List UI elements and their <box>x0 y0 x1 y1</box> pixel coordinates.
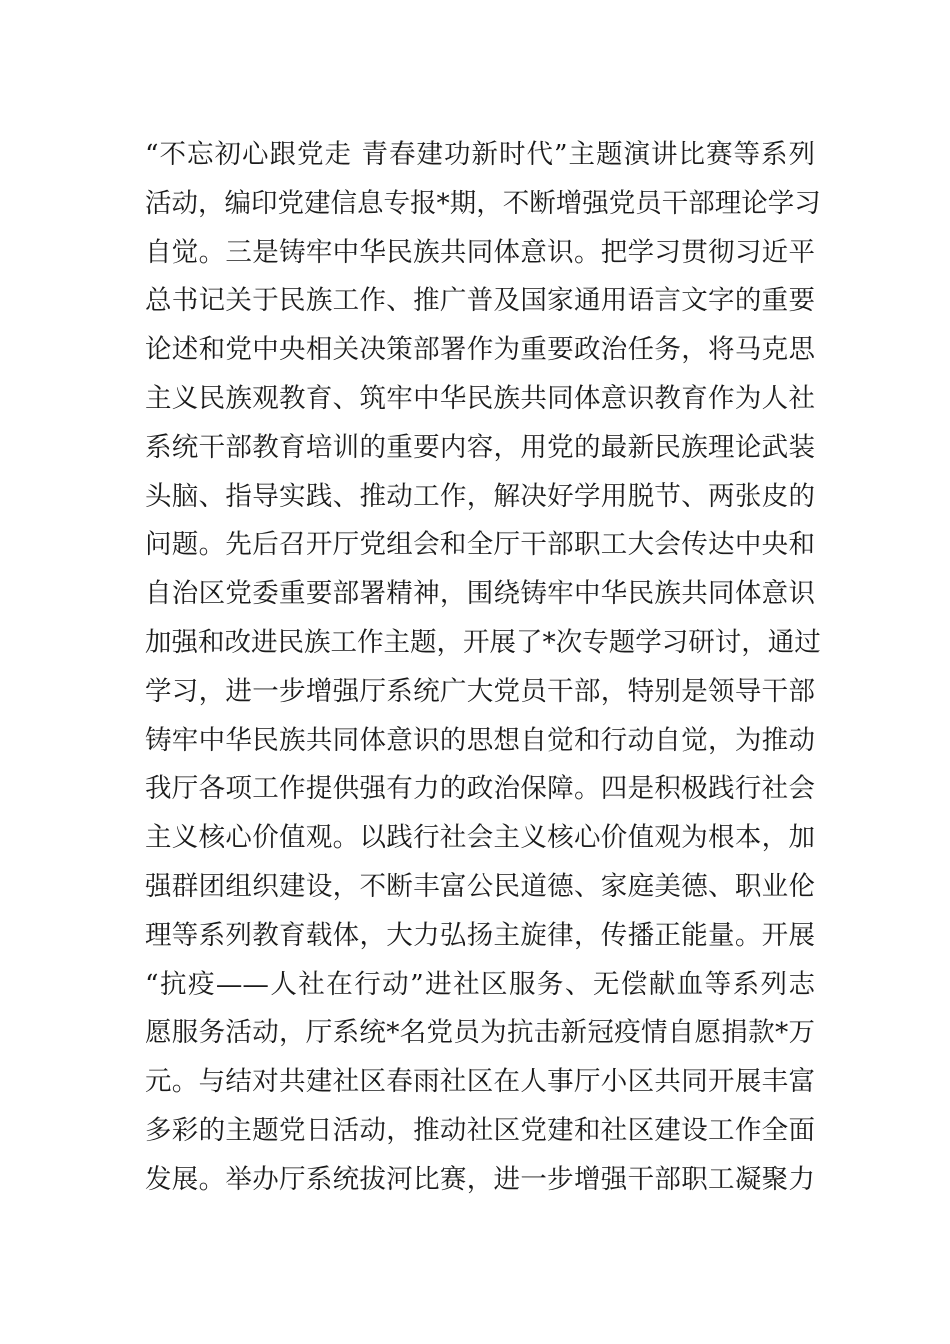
text-line-21: 多彩的主题党日活动，推动社区党建和社区建设工作全面 <box>145 1114 815 1146</box>
text-line-16: 强群团组织建设，不断丰富公民道德、家庭美德、职业伦 <box>145 870 815 902</box>
body-paragraph <box>145 131 821 1205</box>
text-line-18: “抗疫——人社在行动”进社区服务、无偿献血等系列志 <box>145 968 815 1000</box>
text-line-19: 愿服务活动，厅系统*名党员为抗击新冠疫情自愿捐款*万 <box>145 1017 815 1049</box>
text-line-13: 铸牢中华民族共同体意识的思想自觉和行动自觉，为推动 <box>145 724 815 756</box>
text-line-2: 活动，编印党建信息专报*期，不断增强党员干部理论学习 <box>145 187 821 219</box>
text-line-5: 论述和党中央相关决策部署作为重要政治任务，将马克思 <box>145 334 815 366</box>
text-line-4: 总书记关于民族工作、推广普及国家通用语言文字的重要 <box>145 285 815 317</box>
text-line-12: 学习，进一步增强厅系统广大党员干部，特别是领导干部 <box>145 675 815 707</box>
text-line-9: 问题。先后召开厅党组会和全厅干部职工大会传达中央和 <box>145 529 815 561</box>
text-line-7: 系统干部教育培训的重要内容，用党的最新民族理论武装 <box>145 431 815 463</box>
text-line-22: 发展。举办厅系统拔河比赛，进一步增强干部职工凝聚力 <box>145 1163 815 1195</box>
text-line-20: 元。与结对共建社区春雨社区在人事厅小区共同开展丰富 <box>145 1066 815 1098</box>
text-line-1: “不忘初心跟党走 青春建功新时代”主题演讲比赛等系列 <box>145 139 815 170</box>
text-line-11: 加强和改进民族工作主题，开展了*次专题学习研讨，通过 <box>145 626 821 658</box>
text-line-6: 主义民族观教育、筑牢中华民族共同体意识教育作为人社 <box>145 382 815 414</box>
text-line-3: 自觉。三是铸牢中华民族共同体意识。把学习贯彻习近平 <box>145 236 815 268</box>
text-line-8: 头脑、指导实践、推动工作，解决好学用脱节、两张皮的 <box>145 480 815 512</box>
text-line-10: 自治区党委重要部署精神，围绕铸牢中华民族共同体意识 <box>145 578 815 610</box>
text-line-14: 我厅各项工作提供强有力的政治保障。四是积极践行社会 <box>145 773 815 805</box>
text-line-15: 主义核心价值观。以践行社会主义核心价值观为根本，加 <box>145 822 815 854</box>
text-line-17: 理等系列教育载体，大力弘扬主旋律，传播正能量。开展 <box>145 919 815 951</box>
